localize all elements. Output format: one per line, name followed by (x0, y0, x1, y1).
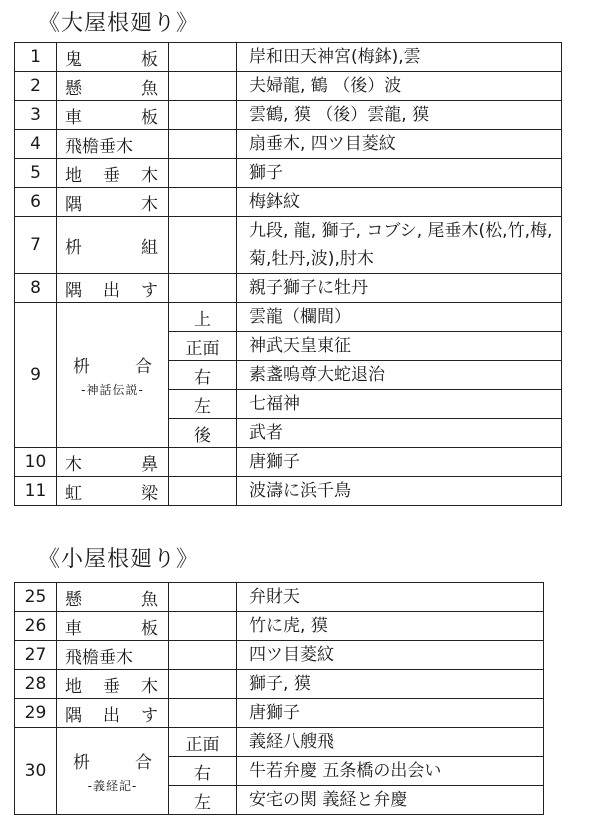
part-name-char: 鬼 (65, 49, 82, 70)
part-name-char: 懸 (65, 589, 82, 610)
position-label: 正面 (169, 332, 237, 361)
row-number: 25 (15, 583, 57, 612)
row-description: 雲龍（欄間） (237, 303, 562, 332)
part-name-char: 虹 (65, 483, 82, 504)
part-name-char: 鼻 (141, 454, 158, 475)
row-description: 神武天皇東征 (237, 332, 562, 361)
table-row (15, 101, 562, 130)
row-description: 夫婦龍, 鶴 （後）波 (237, 72, 562, 101)
row-description: 獅子 (237, 159, 562, 188)
part-name-cell (57, 583, 169, 612)
row-description: 安宅の関 義経と弁慶 (237, 786, 544, 815)
part-name-char: 地 (65, 676, 82, 697)
row-number: 8 (15, 274, 57, 303)
group-subtitle: -義経記- (87, 779, 138, 793)
row-description: 牛若弁慶 五条橋の出会い (237, 757, 544, 786)
empty-position-cell (169, 130, 237, 159)
position-label: 後 (169, 419, 237, 448)
part-name-cell (57, 159, 169, 188)
part-name-cell (57, 217, 169, 274)
table-row (15, 130, 562, 159)
row-number: 28 (15, 670, 57, 699)
row-number: 2 (15, 72, 57, 101)
part-name-cell (57, 699, 169, 728)
row-number: 9 (15, 303, 57, 448)
part-name-char: 木 (141, 165, 158, 186)
part-name-cell (57, 72, 169, 101)
table-row (15, 274, 562, 303)
table-row (15, 583, 544, 612)
row-description: 岸和田天神宮(梅鉢),雲 (237, 43, 562, 72)
row-number: 27 (15, 641, 57, 670)
row-number: 6 (15, 188, 57, 217)
row-number: 29 (15, 699, 57, 728)
position-label: 左 (169, 786, 237, 815)
row-description: 獅子, 獏 (237, 670, 544, 699)
row-description: 七福神 (237, 390, 562, 419)
part-name-char: 魚 (141, 589, 158, 610)
row-number: 26 (15, 612, 57, 641)
row-description: 義経八艘飛 (237, 728, 544, 757)
part-name-char: 隅 (65, 280, 82, 301)
table-row (15, 641, 544, 670)
part-name-char: 出 (103, 280, 120, 301)
empty-position-cell (169, 448, 237, 477)
row-number: 7 (15, 217, 57, 274)
part-name-char: 枡 (73, 357, 90, 377)
part-name-char: 板 (141, 107, 158, 128)
part-name-char: 懸 (65, 78, 82, 99)
row-number: 11 (15, 477, 57, 506)
position-label: 右 (169, 757, 237, 786)
empty-position-cell (169, 641, 237, 670)
part-name-char: 地 (65, 165, 82, 186)
part-name-cell (57, 612, 169, 641)
row-description: 扇垂木, 四ツ目菱紋 (237, 130, 562, 159)
table-row (15, 72, 562, 101)
part-name-char: 隅 (65, 705, 82, 726)
empty-position-cell (169, 670, 237, 699)
ooyane-section-title: 《大屋根廻り》 (38, 11, 200, 36)
part-name-char: 車 (65, 618, 82, 639)
table-row (15, 303, 562, 332)
empty-position-cell (169, 159, 237, 188)
row-description: 梅鉢紋 (237, 188, 562, 217)
row-number: 5 (15, 159, 57, 188)
table-row (15, 699, 544, 728)
empty-position-cell (169, 583, 237, 612)
position-label: 正面 (169, 728, 237, 757)
table-row (15, 477, 562, 506)
part-name-char: 垂 (103, 165, 120, 186)
part-name-char: 梁 (141, 483, 158, 504)
part-name-cell (57, 670, 169, 699)
empty-position-cell (169, 477, 237, 506)
empty-position-cell (169, 72, 237, 101)
part-name-char: 木 (65, 454, 82, 475)
table-row (15, 43, 562, 72)
row-description: 四ツ目菱紋 (237, 641, 544, 670)
part-name-char: 車 (65, 107, 82, 128)
part-name-char: 枡 (73, 753, 90, 773)
group-part-cell (57, 728, 169, 815)
part-name-char: す (141, 705, 158, 726)
position-label: 上 (169, 303, 237, 332)
part-name-char: 板 (141, 618, 158, 639)
empty-position-cell (169, 612, 237, 641)
position-label: 左 (169, 390, 237, 419)
part-name-char: 飛檐垂木 (65, 136, 133, 157)
part-name-cell (57, 130, 169, 159)
koyane-table (14, 582, 544, 815)
group-part-cell (57, 303, 169, 448)
row-description: 竹に虎, 獏 (237, 612, 544, 641)
koyane-section-title: 《小屋根廻り》 (38, 547, 200, 572)
part-name-char: 板 (141, 49, 158, 70)
table-row (15, 612, 544, 641)
part-name-cell (57, 188, 169, 217)
row-description: 九段, 龍, 獅子, コブシ, 尾垂木(松,竹,梅,菊,牡丹,波),肘木 (237, 217, 562, 274)
empty-position-cell (169, 101, 237, 130)
row-description: 弁財天 (237, 583, 544, 612)
part-name-cell (57, 101, 169, 130)
part-name-char: 垂 (103, 676, 120, 697)
row-description: 雲鶴, 獏 （後）雲龍, 獏 (237, 101, 562, 130)
row-number: 1 (15, 43, 57, 72)
row-number: 4 (15, 130, 57, 159)
part-name-char: 木 (141, 194, 158, 215)
part-name-char: 合 (135, 357, 152, 377)
part-name-char: 枡 (65, 237, 82, 258)
empty-position-cell (169, 699, 237, 728)
group-subtitle: -神話伝説- (81, 383, 144, 397)
row-number: 10 (15, 448, 57, 477)
part-name-char: 木 (141, 676, 158, 697)
part-name-char: 魚 (141, 78, 158, 99)
row-description: 波濤に浜千鳥 (237, 477, 562, 506)
row-description: 素盞嗚尊大蛇退治 (237, 361, 562, 390)
empty-position-cell (169, 217, 237, 274)
position-label: 右 (169, 361, 237, 390)
ooyane-table (14, 42, 562, 506)
part-name-char: 隅 (65, 194, 82, 215)
row-number: 3 (15, 101, 57, 130)
part-name-char: 合 (135, 753, 152, 773)
table-row (15, 448, 562, 477)
table-row (15, 217, 562, 274)
part-name-cell (57, 274, 169, 303)
part-name-char: 飛檐垂木 (65, 647, 133, 668)
table-row (15, 670, 544, 699)
part-name-cell (57, 641, 169, 670)
table-row (15, 728, 544, 757)
row-description: 親子獅子に牡丹 (237, 274, 562, 303)
part-name-cell (57, 477, 169, 506)
empty-position-cell (169, 43, 237, 72)
part-name-char: 組 (141, 237, 158, 258)
part-name-cell (57, 43, 169, 72)
empty-position-cell (169, 274, 237, 303)
part-name-char: す (141, 280, 158, 301)
row-description: 唐獅子 (237, 448, 562, 477)
row-number: 30 (15, 728, 57, 815)
table-row (15, 188, 562, 217)
row-description: 唐獅子 (237, 699, 544, 728)
table-row (15, 159, 562, 188)
part-name-char: 出 (103, 705, 120, 726)
part-name-cell (57, 448, 169, 477)
row-description: 武者 (237, 419, 562, 448)
empty-position-cell (169, 188, 237, 217)
